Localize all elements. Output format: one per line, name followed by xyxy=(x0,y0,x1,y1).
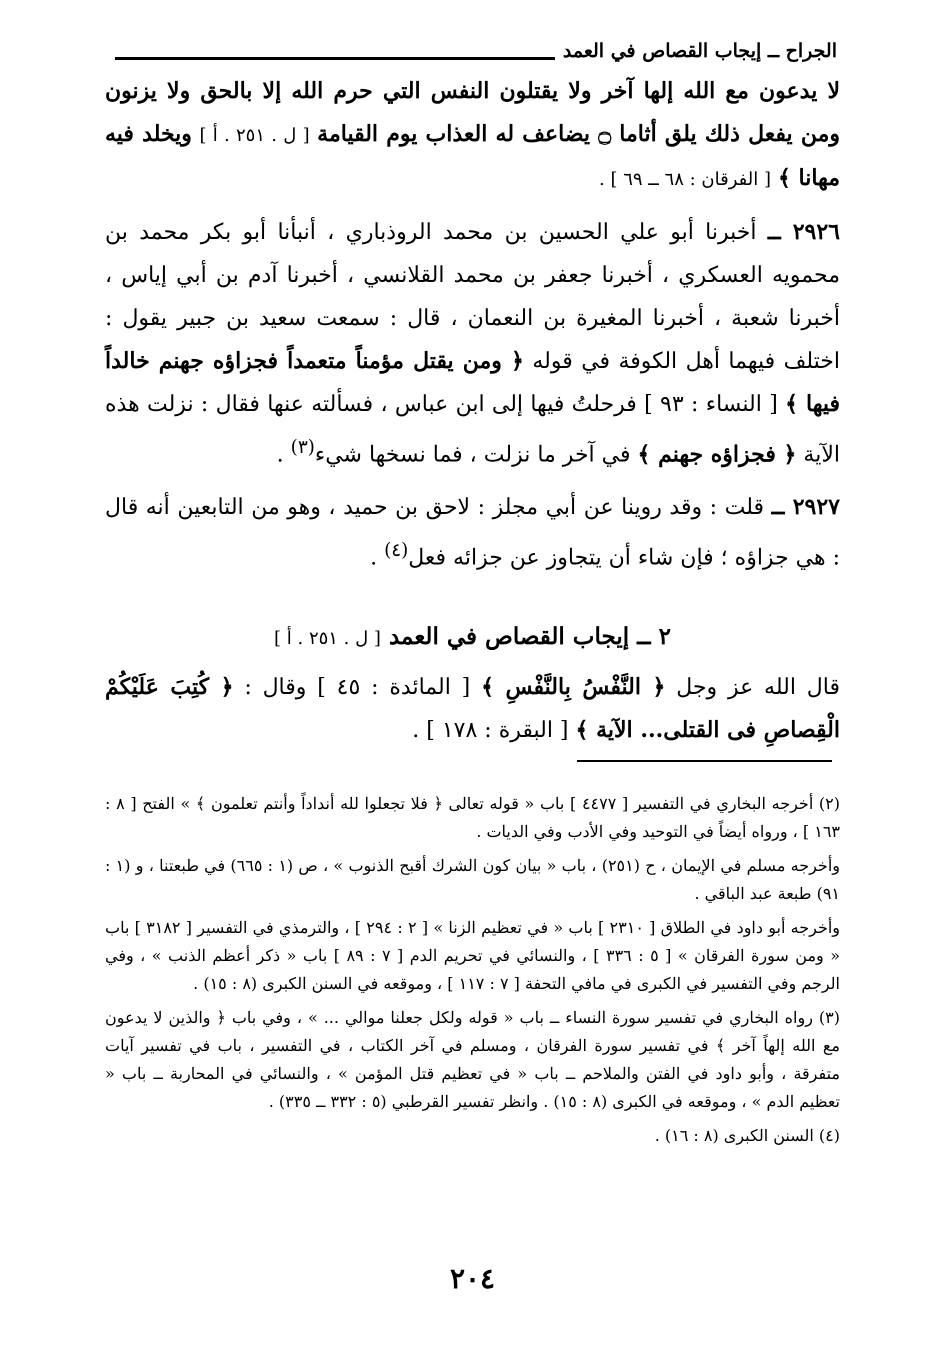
hadith-text-end: في آخر ما نزلت ، فما نسخها شيء xyxy=(314,442,631,468)
manuscript-ref: [ ل . ٢٥١ . أ ] xyxy=(199,125,310,146)
footnote-marker: (٤) xyxy=(384,540,409,562)
main-text xyxy=(105,70,840,752)
hadith-number: ٢٩٢٦ ــ xyxy=(767,219,840,245)
quoted-verse: ﴿ ومن يقتل مؤمناً متعمداً فجزاؤه جهنم خالداً فيها ﴾ xyxy=(105,348,840,417)
intro-text-continued: [ المائدة : ٤٥ ] وقال : xyxy=(244,674,471,700)
footnote: وأخرجه أبو داود في الطلاق [ ٢٣١٠ ] باب « في تعظيم الزنا » [ ٢ : ٢٩٤ ] ، والترمذي في التفسير [ ٣١٨٢ ] باب « ومن سورة الفرقان » [ ٥ : ٣٣٦ ] ، والنسائي في تحريم الدم [ ٧ : ٨٩ ] باب « ذكر أعظم الذنب » ، وفي الرجم وفي التفسير في الكبرى في مافي التحفة [ ٧ : ١١٧ ] ، وموقعه في السنن الكبرى (٨ : ١٥) . xyxy=(105,918,841,993)
footnote: وأخرجه مسلم في الإيمان ، ح (٢٥١) ، باب « بيان كون الشرك أقبح الذنوب » ، ص (١ : ٦٦٥) في طبعتنا ، و (١ : ٩١) طبعة عبد الباقي . xyxy=(105,856,840,903)
intro-text: قال الله عز وجل xyxy=(676,674,840,700)
footnote-marker: (٣) xyxy=(290,437,315,458)
footnote: (٢) أخرجه البخاري في التفسير [ ٤٤٧٧ ] باب « قوله تعالى ﴿ فلا تجعلوا لله أنداداً وأنتم تعلمون ﴾ » الفتح [ ٨ : ١٦٣ ] ، ورواه أيضاً في التوحيد وفي الأدب وفي الديات . xyxy=(105,794,841,841)
surah-ref: [ الفرقان : ٦٨ ــ ٦٩ ] . xyxy=(599,169,771,190)
running-header: الجراح ــ إيجاب القصاص في العمد xyxy=(562,40,837,62)
hadith-number: ٢٩٢٧ ــ xyxy=(771,494,840,521)
footnote: (٣) رواه البخاري في تفسير سورة النساء ــ باب « قوله ولكل جعلنا موالي ... » ، وفي باب ﴿ والذين لا يدعون مع الله إلهاً آخر ﴾ في تفسير سورة الفرقان ، ومسلم في آخر الكتاب ، في التفسير ، باب في تفسير آيات متفرقة ، وأبو داود في الفتن والملاحم ــ باب « في تعظيم قتل المؤمن » ، والنسائي في المحاربة ــ باب « تعظيم الدم » ، وموقعه في الكبرى (٨ : ١٥) . وانظر تفسير القرطبي (٥ : ٣٣٢ ــ ٣٣٥) . xyxy=(105,1008,841,1111)
footnote-separator xyxy=(577,760,832,762)
hadith-2927 xyxy=(105,486,840,579)
section-title: ٢ ــ إيجاب القصاص في العمد xyxy=(388,622,671,650)
page-number: ٢٠٤ xyxy=(449,1262,496,1295)
hadith-2926 xyxy=(105,211,840,476)
verse-text: لا يدعون مع الله إلها آخر ولا يقتلون النفس التي حرم الله إلا بالحق ولا يزنون ومن يفعل ذلك يلق أثاما ۝ يضاعف له العذاب يوم القيامة xyxy=(105,78,840,147)
quoted-verse: ﴿ النَّفْسُ بِالنَّفْسِ ﴾ xyxy=(481,673,666,700)
header-rule xyxy=(115,57,555,60)
period: . xyxy=(370,545,385,571)
footnote: (٤) السنن الكبرى (٨ : ١٦) . xyxy=(654,1126,840,1145)
hadith-text: أخبرنا أبو علي الحسين بن محمد الروذباري ، أنبأنا أبو بكر محمد بن محمويه العسكري ، أخبرنا جعفر بن محمد القلانسي ، أخبرنا آدم بن أبي إياس ، أخبرنا شعبة ، أخبرنا المغيرة بن النعمان ، قال : سمعت سعيد بن جبير يقول : اختلف فيهما أهل الكوفة في قوله xyxy=(105,220,840,374)
hadith-text: قلت : وقد روينا عن أبي مجلز : لاحق بن حميد ، وهو من التابعين أنه قال : هي جزاؤه ؛ فإن شاء أن يتجاوز عن جزائه فعل xyxy=(105,495,840,571)
surah-ref: [ البقرة : ١٧٨ ] . xyxy=(412,717,569,743)
footnotes xyxy=(105,790,840,1156)
verse-text-continued: ويخلد فيه مهانا ﴾ xyxy=(105,121,840,191)
section-intro xyxy=(105,666,840,752)
quran-verse-paragraph xyxy=(105,70,840,201)
period: . xyxy=(276,442,291,468)
quoted-verse-2: ﴿ كُتِبَ عَلَيْكُمْ الْقِصاصِ فى القتلى... الآية ﴾ xyxy=(105,673,840,743)
section-heading xyxy=(105,615,840,660)
quoted-verse-2: ﴿ فجزاؤه جهنم ﴾ xyxy=(637,441,797,468)
hadith-text-continued: [ النساء : ٩٣ ] فرحلتُ فيها إلى ابن عباس ، فسألته عنها فقال : نزلت هذه الآية xyxy=(105,392,840,468)
manuscript-ref: [ ل . ٢٥١ . أ ] xyxy=(274,627,381,649)
